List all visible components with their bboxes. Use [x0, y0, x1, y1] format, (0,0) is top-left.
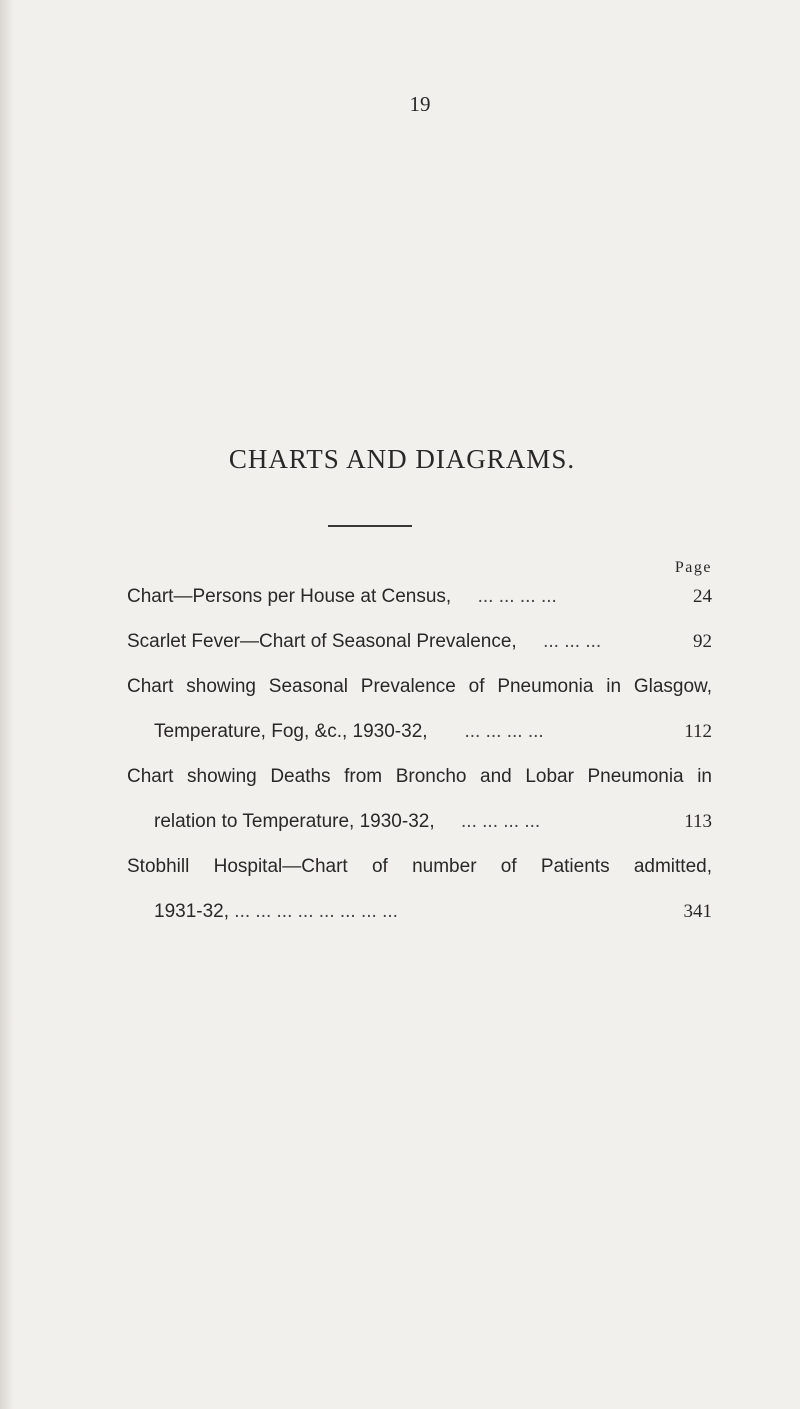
dot-leader: ... ... ... ...: [477, 586, 557, 607]
entry-title: Chart—Persons per House at Census,: [127, 586, 452, 607]
contents-entry: [127, 631, 712, 653]
entry-page-number: 92: [693, 631, 712, 652]
contents-entry-continuation: [127, 811, 712, 833]
entry-title-continued: relation to Temperature, 1930-32,: [154, 811, 435, 832]
entry-page-number: 112: [684, 721, 712, 742]
page-number: 19: [409, 92, 431, 116]
contents-entry-continuation: [127, 721, 712, 743]
entry-title: Chart showing Seasonal Prevalence of Pneumonia in Glasgow,: [127, 676, 712, 697]
contents-entry-first-line: [127, 766, 712, 788]
page-column-label: Page: [674, 559, 712, 576]
entry-page-number: 24: [693, 586, 712, 607]
entry-page-number: 341: [683, 901, 712, 922]
dot-leader: ... ... ... ... ... ... ... ...: [234, 901, 398, 922]
entry-title: Scarlet Fever—Chart of Seasonal Prevalence,: [127, 631, 517, 652]
page-title: CHARTS AND DIAGRAMS.: [228, 444, 576, 474]
title-divider: [328, 525, 412, 527]
contents-entry: [127, 586, 712, 608]
dot-leader: ... ... ... ...: [464, 721, 544, 742]
contents-entry-continuation: [127, 901, 712, 923]
dot-leader: ... ... ... ...: [461, 811, 541, 832]
contents-entry-first-line: [127, 676, 712, 698]
entry-page-number: 113: [684, 811, 712, 832]
contents-entry-first-line: [127, 856, 712, 878]
entry-title-continued: 1931-32,: [154, 901, 230, 922]
contents-list: [127, 586, 712, 946]
entry-title: Chart showing Deaths from Broncho and Lobar Pneumonia in: [127, 766, 712, 787]
entry-title-continued: Temperature, Fog, &c., 1930-32,: [154, 721, 428, 742]
entry-title: Stobhill Hospital—Chart of number of Patients admitted,: [127, 856, 712, 877]
dot-leader: ... ... ...: [543, 631, 602, 652]
page-gutter-shadow: [0, 0, 14, 1409]
